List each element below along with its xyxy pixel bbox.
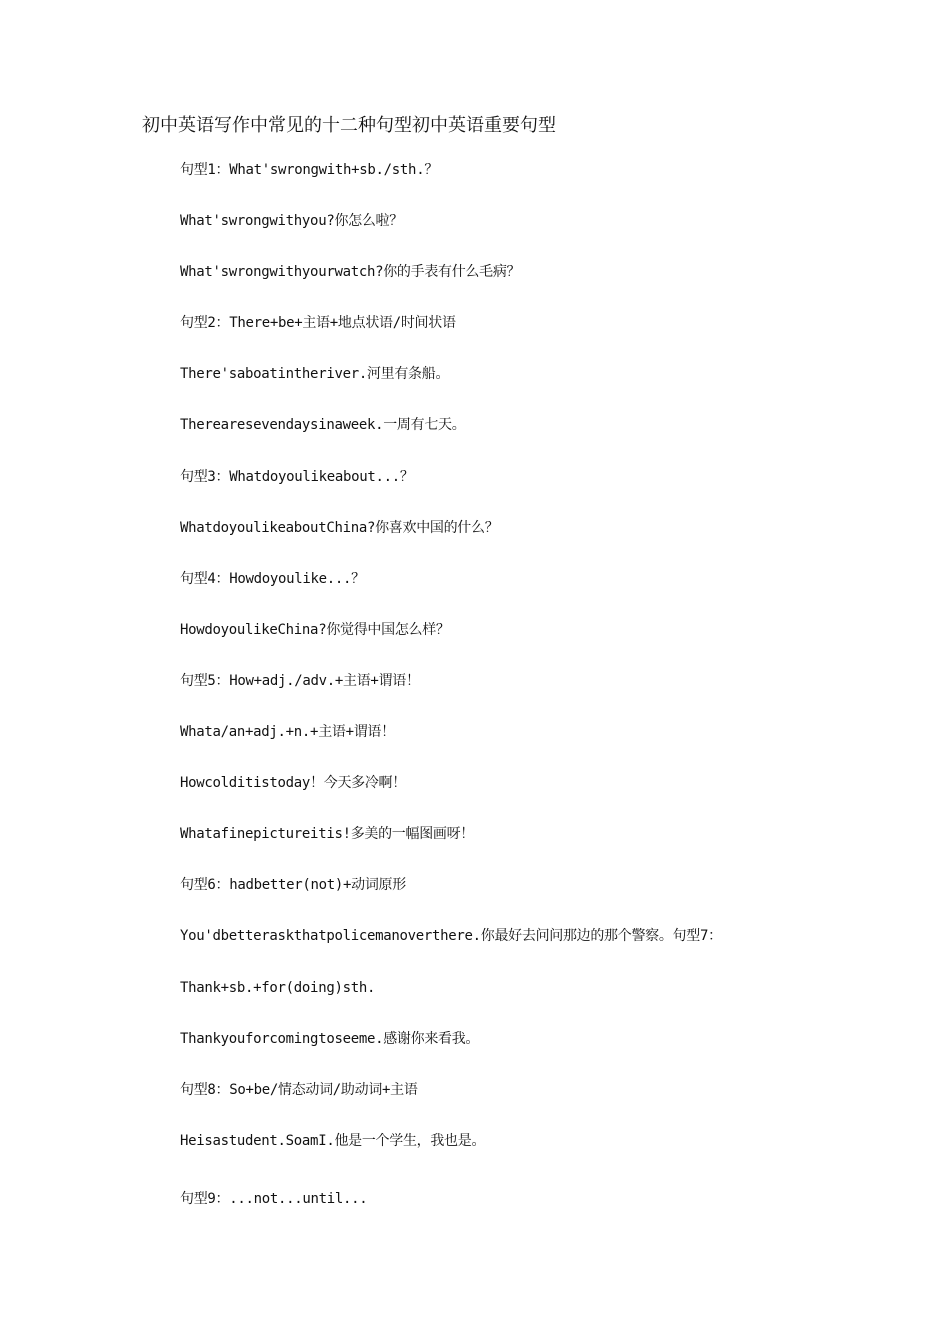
text-line: What'swrongwithyourwatch?你的手表有什么毛病？: [180, 264, 521, 281]
text-line: 句型6：hadbetter(not)+动词原形: [180, 877, 406, 894]
text-line: What'swrongwithyou?你怎么啦？: [180, 213, 403, 230]
document-title: 初中英语写作中常见的十二种句型初中英语重要句型: [142, 115, 556, 136]
text-line: Heisastudent.SoamI.他是一个学生，我也是。: [180, 1132, 486, 1149]
text-line: Therearesevendaysinaweek.一周有七天。: [180, 417, 466, 434]
text-line: 句型2：There+be+主语+地点状语/时间状语: [180, 315, 456, 332]
text-line: There'saboatintheriver.河里有条船。: [180, 366, 450, 383]
text-line: Whatafinepictureitis!多美的一幅图画呀！: [180, 826, 475, 843]
text-line: HowdoyoulikeChina?你觉得中国怎么样？: [180, 621, 450, 638]
text-line: 句型1：What'swrongwith+sb./sth.？: [180, 162, 439, 178]
text-line: Thankyouforcomingtoseeme.感谢你来看我。: [180, 1030, 480, 1047]
text-line: 句型3：Whatdoyoulikeabout...？: [180, 468, 414, 485]
text-line: 句型4：Howdoyoulike...？: [180, 570, 365, 587]
text-line: Thank+sb.+for(doing)sth.: [180, 979, 376, 996]
text-line: 句型9：...not...until...: [180, 1190, 368, 1207]
text-line: You'dbetteraskthatpolicemanoverthere.你最好去问问那边的那个警察。句型7：: [180, 928, 722, 945]
text-line: WhatdoyoulikeaboutChina?你喜欢中国的什么？: [180, 519, 499, 536]
text-line: Whata/an+adj.+n.+主语+谓语！: [180, 724, 395, 741]
content-lines: [180, 158, 920, 1238]
text-line: 句型5：How+adj./adv.+主语+谓语！: [180, 672, 420, 689]
text-line: Howcolditistoday！今天多冷啊！: [180, 775, 406, 792]
text-line: 句型8：So+be/情态动词/助动词+主语: [180, 1081, 418, 1098]
